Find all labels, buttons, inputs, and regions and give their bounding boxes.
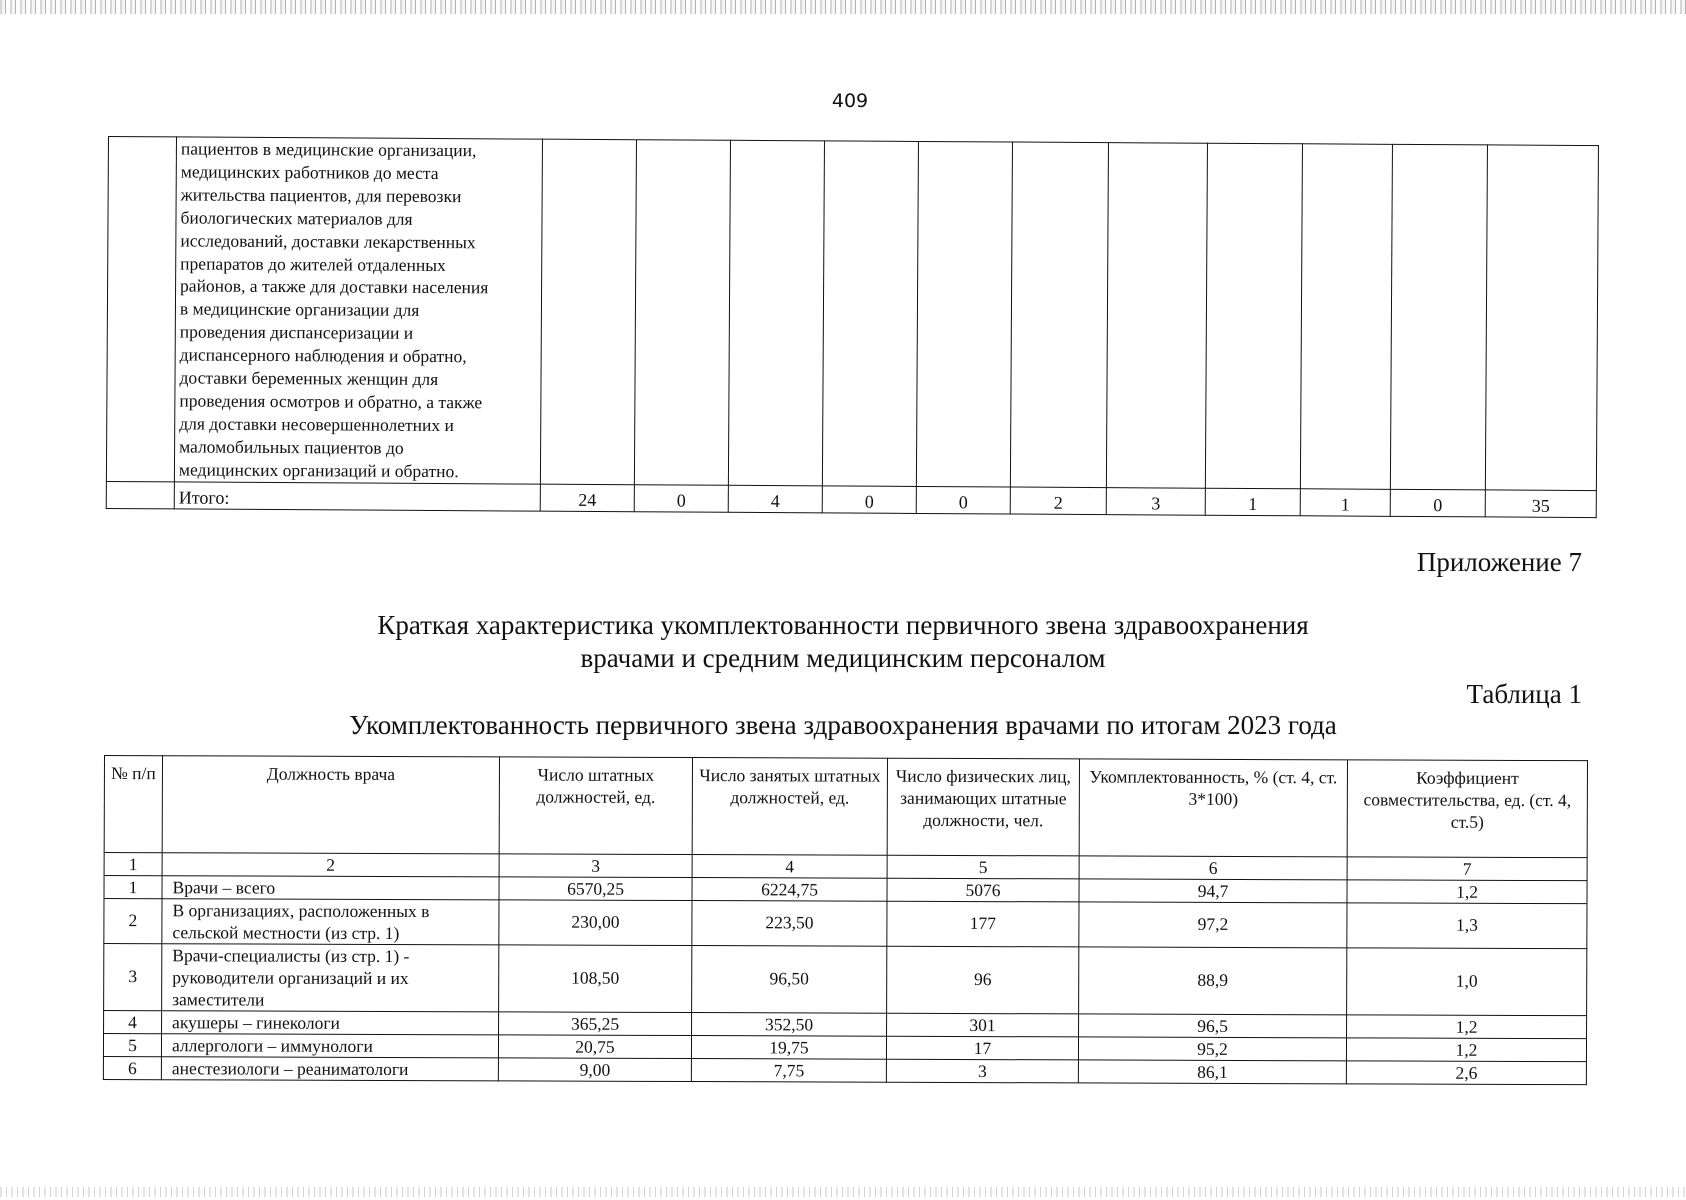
empty-cell	[1010, 142, 1108, 487]
appendix-label: Приложение 7	[1416, 547, 1582, 577]
total-value: 4	[728, 485, 822, 513]
row-position: В организациях, расположенных в сельской местности (из стр. 1)	[162, 899, 499, 945]
total-value: 0	[634, 484, 728, 512]
description-line: доставки беременных женщин для	[179, 367, 439, 390]
empty-cell	[822, 141, 918, 486]
row-coefficient: 2,6	[1346, 1061, 1586, 1085]
total-value: 0	[916, 486, 1010, 514]
description-line: районов, а также для доставки населения	[180, 275, 489, 298]
table-row	[104, 944, 1587, 1016]
empty-cell	[540, 139, 636, 484]
row-coefficient: 1,2	[1347, 1015, 1587, 1039]
row-completeness: 94,7	[1079, 879, 1347, 903]
total-label: Итого:	[174, 482, 540, 511]
section-title-line-1: Краткая характеристика укомплектованности первичного звена здравоохранения	[377, 610, 1309, 640]
description-line: маломобильных пациентов до	[179, 436, 404, 458]
section-title-line-2: врачами и средним медицинским персоналом	[580, 643, 1106, 673]
row-position: Врачи – всего	[162, 876, 499, 900]
row-occupied-positions: 352,50	[692, 1013, 887, 1037]
scan-edge-top	[0, 0, 1686, 14]
total-value: 2	[1010, 487, 1106, 515]
description-line: биологических материалов для	[180, 207, 413, 229]
row-position: Врачи-специалисты (из стр. 1) - руководители организаций и их заместители	[162, 944, 499, 1012]
column-number: 6	[1079, 856, 1347, 880]
row-physical-persons: 177	[887, 901, 1079, 947]
column-number: 1	[104, 853, 162, 876]
row-staff-positions: 6570,25	[499, 877, 692, 901]
total-index-cell	[106, 481, 174, 508]
staffing-table	[103, 755, 1588, 1085]
row-coefficient: 1,0	[1347, 948, 1587, 1016]
empty-cell	[634, 140, 730, 485]
empty-cell	[728, 140, 824, 485]
header-staff-positions: Число штатных должностей, ед.	[499, 757, 692, 855]
row-staff-positions: 108,50	[499, 945, 692, 1013]
description-line: жительства пациентов, для перевозки	[180, 184, 462, 206]
row-number: 6	[103, 1056, 161, 1079]
column-number: 7	[1347, 857, 1587, 881]
total-value: 24	[540, 484, 634, 512]
row-physical-persons: 3	[886, 1059, 1078, 1083]
row-position: акушеры – гинекологи	[162, 1011, 499, 1035]
row-occupied-positions: 96,50	[692, 946, 887, 1014]
header-occupied-positions: Число занятых штатных должностей, ед.	[692, 758, 887, 856]
row-occupied-positions: 19,75	[691, 1036, 886, 1060]
row-staff-positions: 20,75	[498, 1035, 691, 1059]
description-line: проведения диспансеризации и	[179, 321, 414, 344]
description-line: проведения осмотров и обратно, а также	[179, 390, 483, 413]
description-line: диспансерного наблюдения и обратно,	[179, 344, 467, 367]
description-line: медицинских работников до места	[180, 161, 439, 183]
total-value: 1	[1205, 488, 1300, 516]
total-value: 0	[822, 485, 916, 513]
header-physical-persons: Число физических лиц, занимающих штатные должности, чел.	[887, 758, 1079, 856]
total-value: 0	[1390, 489, 1485, 517]
header-coefficient: Коэффициент совместительства, ед. (ст. 4, ст.5)	[1347, 760, 1587, 858]
empty-cell	[916, 141, 1012, 486]
header-row	[104, 756, 1587, 858]
description-line: препаратов до жителей отдаленных	[180, 252, 446, 275]
table-title: Укомплектованность первичного звена здравоохранения врачами по итогам 2023 года	[349, 710, 1337, 740]
total-value: 35	[1485, 490, 1596, 518]
empty-cell	[1300, 144, 1392, 489]
row-number: 5	[103, 1034, 161, 1057]
empty-cell	[1390, 144, 1487, 489]
row-staff-positions: 230,00	[499, 900, 692, 946]
row-number: 1	[104, 876, 162, 899]
total-value: 1	[1300, 488, 1390, 516]
description-line: медицинских организаций и обратно.	[178, 459, 459, 481]
table-row	[103, 1056, 1586, 1084]
row-number: 3	[104, 944, 162, 1011]
page-number: 409	[831, 90, 869, 112]
column-number: 2	[162, 853, 499, 877]
row-number: 2	[104, 899, 162, 944]
row-physical-persons: 301	[887, 1013, 1079, 1037]
row-occupied-positions: 223,50	[692, 901, 887, 947]
row-completeness: 86,1	[1078, 1060, 1346, 1084]
continuation-row	[106, 137, 1598, 491]
row-staff-positions: 365,25	[499, 1012, 692, 1036]
empty-cell	[1485, 145, 1598, 490]
empty-cell	[1106, 143, 1207, 488]
table-label: Таблица 1	[1466, 679, 1582, 709]
description-line: в медицинские организации для	[179, 298, 420, 321]
row-staff-positions: 9,00	[498, 1058, 691, 1082]
header-completeness: Укомплектованность, % (ст. 4, ст. 3*100)	[1079, 759, 1347, 857]
row-coefficient: 1,3	[1347, 903, 1587, 949]
description-line: для доставки несовершеннолетних и	[179, 413, 454, 435]
row-completeness: 97,2	[1079, 902, 1347, 948]
total-value: 3	[1106, 487, 1205, 515]
row-coefficient: 1,2	[1347, 880, 1587, 904]
row-completeness: 95,2	[1078, 1037, 1346, 1061]
row-completeness: 96,5	[1079, 1014, 1347, 1038]
scan-edge-bottom	[0, 1187, 1686, 1197]
continuation-index-cell	[106, 137, 176, 482]
empty-cell	[1205, 143, 1302, 488]
row-physical-persons: 96	[887, 946, 1079, 1014]
column-number: 4	[692, 855, 887, 879]
row-coefficient: 1,2	[1346, 1038, 1586, 1062]
description-line: исследований, доставки лекарственных	[180, 230, 476, 252]
row-physical-persons: 17	[886, 1036, 1078, 1060]
row-position: анестезиологи – реаниматологи	[161, 1057, 498, 1081]
continuation-description-cell	[174, 137, 542, 484]
column-number: 3	[499, 854, 692, 878]
description-line: пациентов в медицинские организации,	[180, 138, 477, 161]
row-occupied-positions: 7,75	[691, 1059, 886, 1083]
column-number: 5	[887, 855, 1079, 879]
continuation-table	[106, 136, 1599, 518]
header-number: № п/п	[104, 756, 162, 853]
header-position: Должность врача	[162, 756, 499, 854]
row-physical-persons: 5076	[887, 878, 1079, 902]
row-position: аллергологи – иммунологи	[161, 1034, 498, 1058]
row-occupied-positions: 6224,75	[692, 878, 887, 902]
row-number: 4	[104, 1011, 162, 1034]
table-row	[104, 899, 1587, 949]
row-completeness: 88,9	[1079, 947, 1347, 1015]
